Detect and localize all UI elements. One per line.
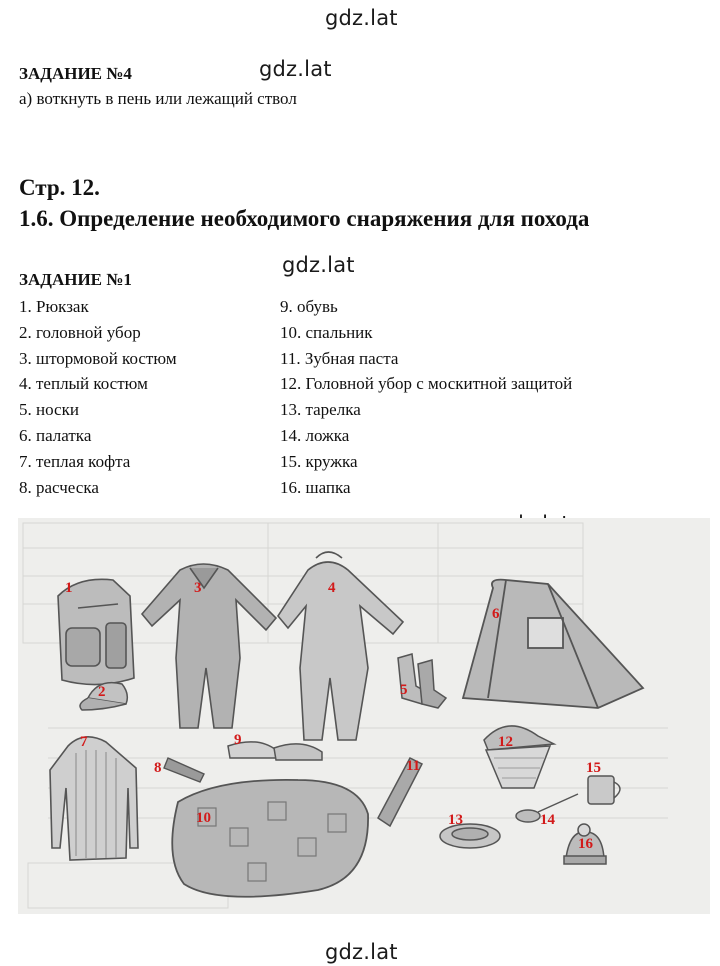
storm-suit-drawing xyxy=(142,564,276,728)
list-item: 16. шапка xyxy=(280,477,351,497)
marker-4: 4 xyxy=(328,580,336,596)
sleeping-bag-drawing xyxy=(172,780,368,897)
list-item: 3. штормовой костюм xyxy=(19,348,177,368)
task4-heading: ЗАДАНИЕ №4 xyxy=(19,64,132,83)
watermark-task4: gdz.lat xyxy=(259,57,332,81)
list-item: 11. Зубная паста xyxy=(280,348,399,368)
shoes-drawing xyxy=(228,742,322,760)
watermark-bottom: gdz.lat xyxy=(325,940,398,964)
list-item: 6. палатка xyxy=(19,425,92,445)
task4-answer: а) воткнуть в пень или лежащий ствол xyxy=(19,89,297,108)
socks-drawing xyxy=(398,654,446,708)
list-item: 7. теплая кофта xyxy=(19,451,131,471)
equipment-list-left xyxy=(19,294,177,500)
list-item: 1. Рюкзак xyxy=(19,297,89,316)
task1-heading: ЗАДАНИЕ №1 xyxy=(19,270,132,289)
marker-5: 5 xyxy=(400,682,408,698)
marker-9: 9 xyxy=(234,732,242,748)
marker-16: 16 xyxy=(578,836,593,852)
marker-8: 8 xyxy=(154,760,162,776)
list-item: 13. тарелка xyxy=(280,400,361,420)
marker-14: 14 xyxy=(540,812,555,828)
marker-12: 12 xyxy=(498,734,513,750)
page-ref: Стр. 12. xyxy=(19,175,100,200)
marker-1: 1 xyxy=(65,580,73,596)
watermark-task1: gdz.lat xyxy=(282,253,355,277)
watermark-top: gdz.lat xyxy=(325,6,398,30)
comb-drawing xyxy=(164,758,204,782)
marker-7: 7 xyxy=(80,734,88,750)
marker-6: 6 xyxy=(492,606,500,622)
mosquito-hat-drawing xyxy=(484,726,554,788)
sweater-drawing xyxy=(50,737,138,860)
list-item: 5. носки xyxy=(19,400,79,420)
list-item: 9. обувь xyxy=(280,297,338,316)
list-item: 2. головной убор xyxy=(19,322,141,342)
marker-2: 2 xyxy=(98,684,106,700)
list-item: 8. расческа xyxy=(19,477,99,497)
marker-10: 10 xyxy=(196,810,211,826)
equipment-list-right xyxy=(280,294,572,500)
section-title: 1.6. Определение необходимого снаряжения для похода xyxy=(19,206,590,231)
marker-11: 11 xyxy=(406,758,421,774)
equipment-illustration xyxy=(18,518,710,914)
warm-suit-drawing xyxy=(278,552,403,740)
tent-drawing xyxy=(463,580,643,708)
list-item: 4. теплый костюм xyxy=(19,374,148,394)
list-item: 14. ложка xyxy=(280,425,350,445)
list-item: 12. Головной убор с москитной защитой xyxy=(280,374,573,394)
equipment-drawing xyxy=(18,518,710,914)
mug-drawing xyxy=(588,776,620,804)
marker-3: 3 xyxy=(194,580,202,596)
list-item: 15. кружка xyxy=(280,451,358,471)
marker-13: 13 xyxy=(448,812,463,828)
marker-15: 15 xyxy=(586,760,601,776)
list-item: 10. спальник xyxy=(280,322,373,342)
